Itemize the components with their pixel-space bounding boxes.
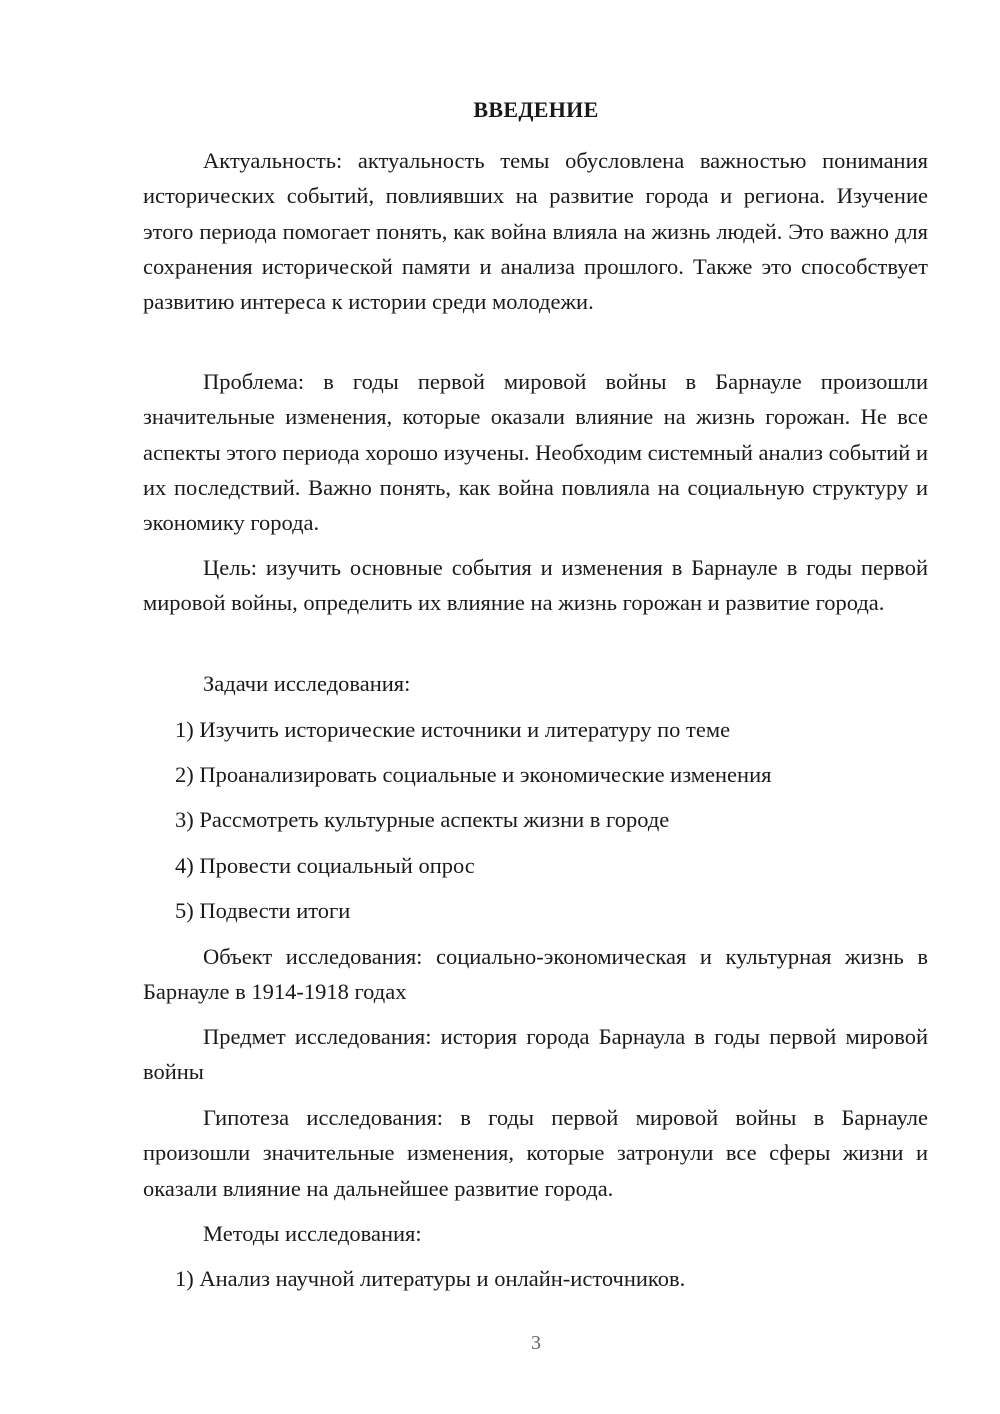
subject-paragraph (143, 1019, 928, 1090)
method-item: 1) Анализ научной литературы и онлайн-источников. (175, 1266, 686, 1291)
task-item: 5) Подвести итоги (175, 898, 351, 923)
goal-text: Цель: изучить основные события и изменения в Барнауле в годы первой мировой войны, определить их влияние на жизнь горожан и развитие города. (143, 555, 928, 616)
task-item: 3) Рассмотреть культурные аспекты жизни в городе (175, 807, 670, 832)
problem-text: Проблема: в годы первой мировой войны в Барнауле произошли значительные изменения, которые оказали влияние на жизнь горожан. Не все аспекты этого периода хорошо изучены. Необходим системный анализ событий и их последствий. Важно понять, как война повлияла на социальную структуру и экономику города. (143, 369, 928, 536)
task-item: 4) Провести социальный опрос (175, 853, 475, 878)
object-text: Объект исследования: социально-экономическая и культурная жизнь в Барнауле в 1914-1918 годах (143, 944, 928, 1005)
problem-paragraph (143, 364, 928, 540)
goal-paragraph (143, 550, 928, 621)
subject-text: Предмет исследования: история города Барнаула в годы первой мировой войны (143, 1024, 928, 1085)
relevance-text: Актуальность: актуальность темы обусловлена важностью понимания исторических событий, повлиявших на развитие города и региона. Изучение этого периода помогает понять, как война влияла на жизнь людей. Это важно для сохранения исторической памяти и анализа прошлого. Также это способствует развитию интереса к истории среди молодежи. (143, 148, 928, 315)
methods-label: Методы исследования: (203, 1221, 422, 1246)
relevance-paragraph (143, 143, 928, 319)
object-paragraph (143, 939, 928, 1010)
hypothesis-text: Гипотеза исследования: в годы первой мировой войны в Барнауле произошли значительные изменения, которые затронули все сферы жизни и оказали влияние на дальнейшее развитие города. (143, 1105, 928, 1201)
hypothesis-paragraph (143, 1100, 928, 1206)
page-number: 3 (531, 1332, 541, 1354)
page-title: ВВЕДЕНИЕ (473, 97, 599, 122)
task-item: 1) Изучить исторические источники и литературу по теме (175, 717, 731, 742)
tasks-label: Задачи исследования: (203, 671, 411, 696)
task-item: 2) Проанализировать социальные и экономические изменения (175, 762, 772, 787)
